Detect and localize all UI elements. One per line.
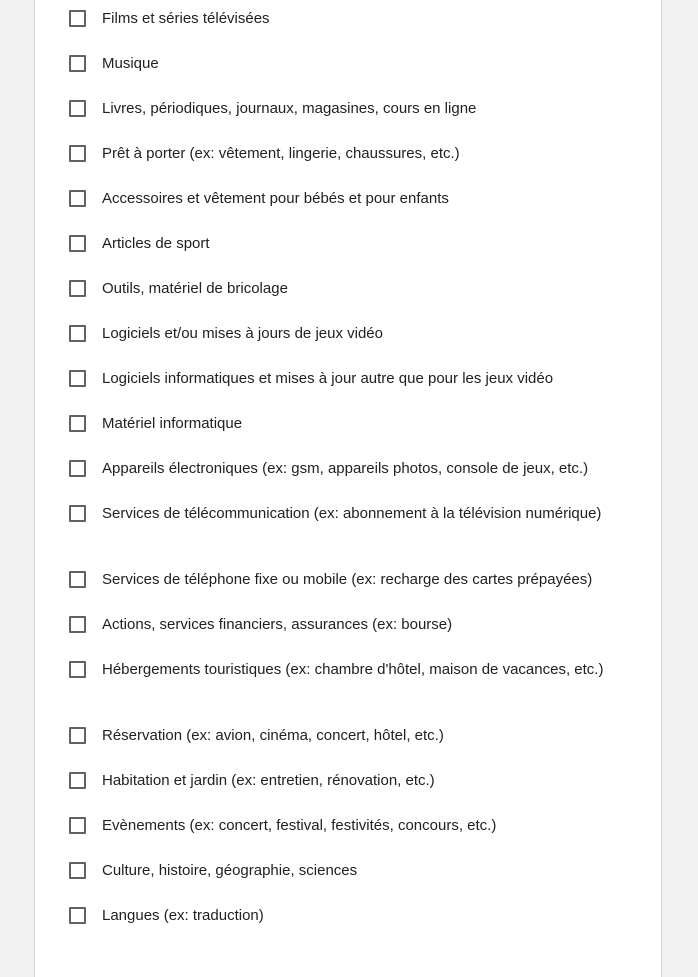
option-label: Musique xyxy=(102,55,159,72)
option-label: Logiciels et/ou mises à jours de jeux vidéo xyxy=(102,325,383,342)
option-label: Outils, matériel de bricolage xyxy=(102,280,288,297)
option-label: Réservation (ex: avion, cinéma, concert, hôtel, etc.) xyxy=(102,727,444,744)
checkbox[interactable] xyxy=(69,616,86,633)
option-label: Logiciels informatiques et mises à jour autre que pour les jeux vidéo xyxy=(102,370,554,387)
option-label: Accessoires et vêtement pour bébés et pour enfants xyxy=(102,190,449,207)
option-label: Articles de sport xyxy=(102,235,210,252)
checkbox[interactable] xyxy=(69,460,86,477)
option-label: Services de télécommunication (ex: abonnement à la télévision numérique) xyxy=(102,505,602,522)
checkbox[interactable] xyxy=(69,370,86,387)
checkbox[interactable] xyxy=(69,55,86,72)
option-label: Appareils électroniques (ex: gsm, appareils photos, console de jeux, etc.) xyxy=(102,460,589,477)
option-label: Hébergements touristiques (ex: chambre d'hôtel, maison de vacances, etc.) xyxy=(102,661,604,678)
checkbox[interactable] xyxy=(69,661,86,678)
option-label: Actions, services financiers, assurances (ex: bourse) xyxy=(102,616,453,633)
option-label: Habitation et jardin (ex: entretien, rénovation, etc.) xyxy=(102,772,435,789)
option-label: Matériel informatique xyxy=(102,415,243,432)
option-label: Prêt à porter (ex: vêtement, lingerie, chaussures, etc.) xyxy=(102,145,460,162)
checkbox[interactable] xyxy=(69,190,86,207)
checkbox[interactable] xyxy=(69,235,86,252)
checkbox[interactable] xyxy=(69,10,86,27)
option-label: Langues (ex: traduction) xyxy=(102,907,264,924)
checkbox[interactable] xyxy=(69,862,86,879)
checkbox[interactable] xyxy=(69,817,86,834)
option-label: Livres, périodiques, journaux, magasines, cours en ligne xyxy=(102,100,477,117)
option-label: Culture, histoire, géographie, sciences xyxy=(102,862,358,879)
checkbox[interactable] xyxy=(69,772,86,789)
checkbox[interactable] xyxy=(69,415,86,432)
form-card xyxy=(34,0,662,977)
checkbox[interactable] xyxy=(69,100,86,117)
checkbox[interactable] xyxy=(69,145,86,162)
option-label: Evènements (ex: concert, festival, festivités, concours, etc.) xyxy=(102,817,497,834)
option-label: Films et séries télévisées xyxy=(102,10,270,27)
checkbox[interactable] xyxy=(69,280,86,297)
checkbox[interactable] xyxy=(69,727,86,744)
checkbox[interactable] xyxy=(69,325,86,342)
checkbox[interactable] xyxy=(69,505,86,522)
checkbox[interactable] xyxy=(69,907,86,924)
option-label: Services de téléphone fixe ou mobile (ex: recharge des cartes prépayées) xyxy=(102,571,593,588)
checkbox[interactable] xyxy=(69,571,86,588)
